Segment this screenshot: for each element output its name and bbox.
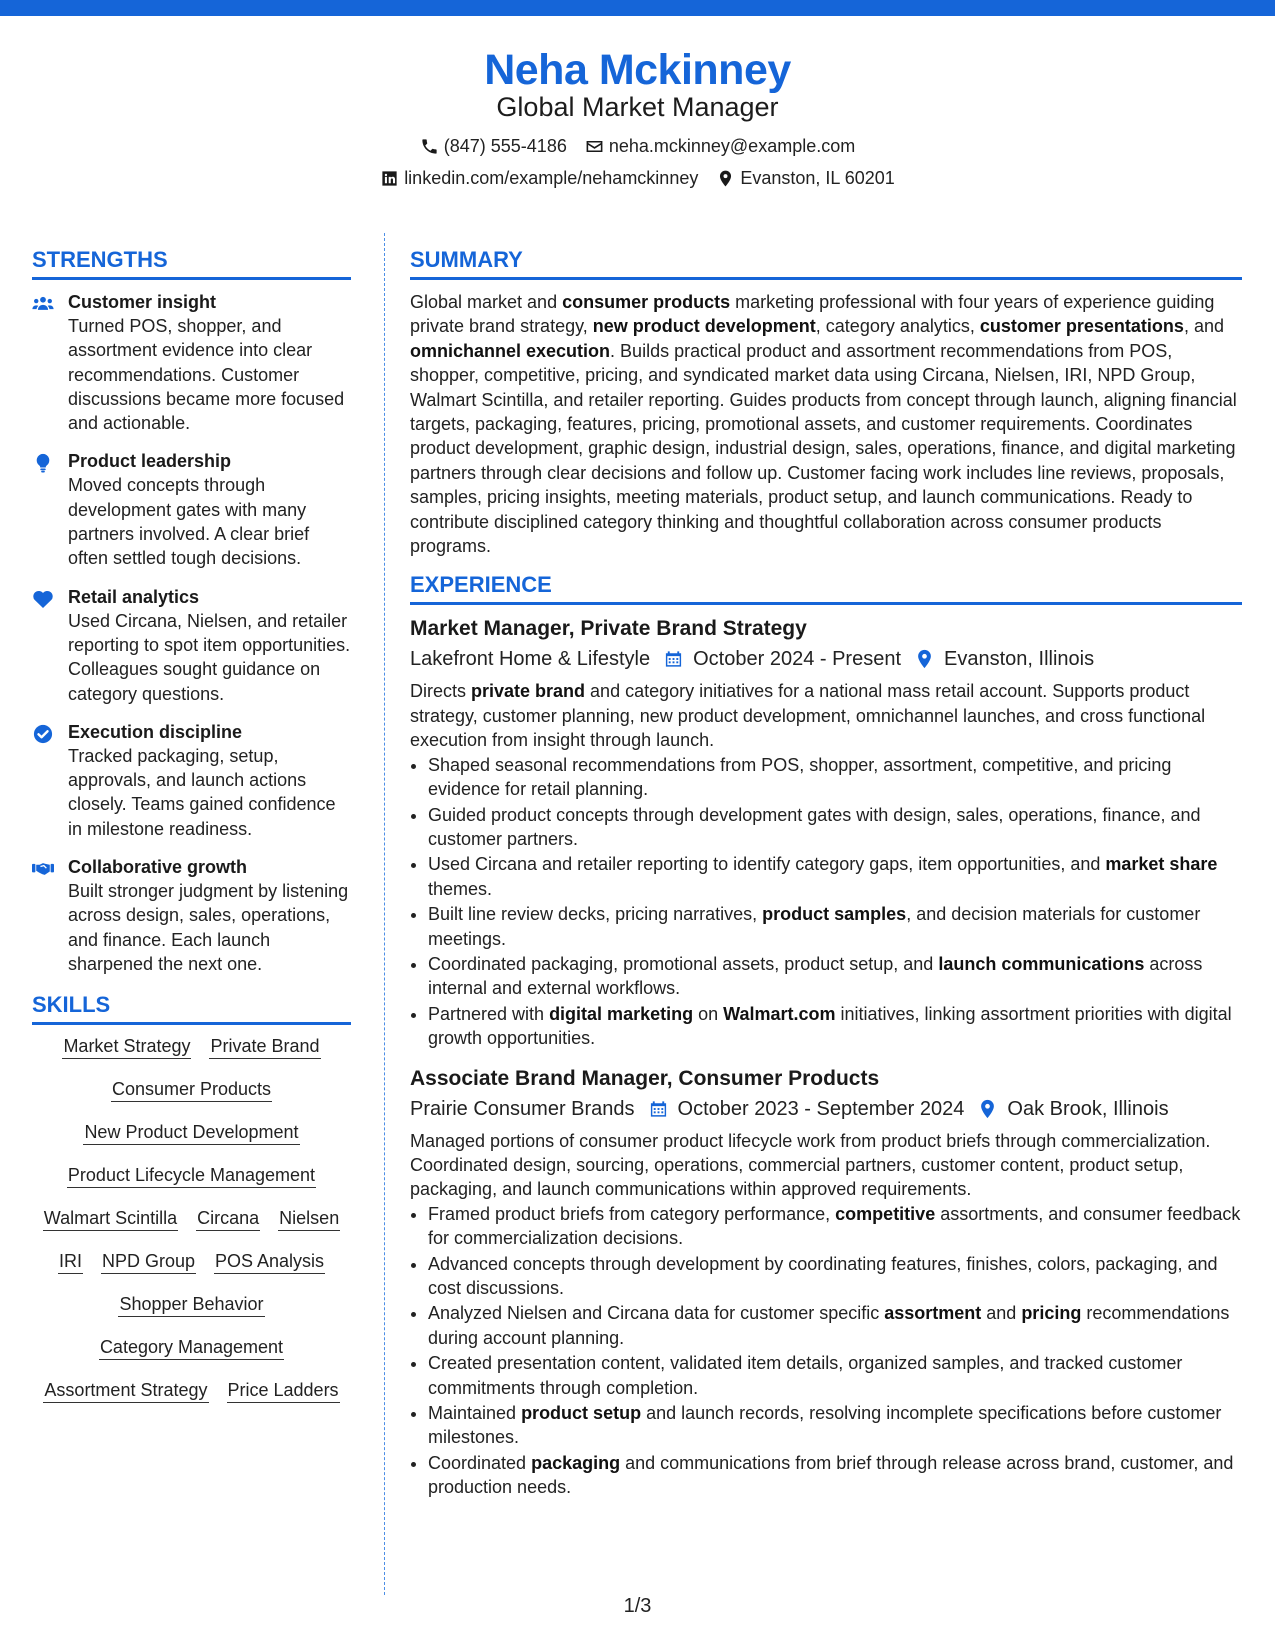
job-company: Prairie Consumer Brands — [410, 1097, 635, 1120]
text-run: Partnered with — [428, 1003, 550, 1024]
skill-row — [32, 1207, 351, 1231]
summary-heading: SUMMARY — [410, 245, 1242, 280]
strength-title: Collaborative growth — [68, 857, 248, 878]
skill-tag: POS Analysis — [214, 1250, 325, 1274]
job-bullet — [428, 1252, 1242, 1301]
job-meta — [410, 643, 1242, 675]
text-run: Analyzed Nielsen and Circana data for customer specific — [428, 1303, 885, 1324]
text-run: Guided product concepts through development gates with design, sales, operations, finance, and customer partners. — [428, 804, 1201, 849]
bold-phrase: assortment — [884, 1303, 982, 1324]
candidate-title: Global Market Manager — [496, 92, 779, 122]
text-run: Managed portions of consumer product lifecycle work from product briefs through commercialization. Coordinated design, sourcing, operations, commercial partners, customer content, product setup, packaging, and launch communications within approved requirements. — [410, 1130, 1211, 1200]
strength-body — [68, 720, 351, 841]
text-run: Used Circana and retailer reporting to identify category gaps, item opportunities, and — [428, 854, 1106, 875]
text-run: initiatives, linking assortment priorities with digital growth opportunities. — [428, 1003, 1232, 1049]
linkedin-text: linkedin.com/example/nehamckinney — [404, 168, 699, 188]
text-run: and — [981, 1303, 1022, 1324]
job-bullet — [428, 1401, 1242, 1450]
top-accent-bar — [0, 0, 1275, 16]
email-text: neha.mckinney@example.com — [608, 136, 856, 156]
lightbulb-icon — [32, 449, 56, 570]
bold-phrase: pricing — [1021, 1303, 1082, 1324]
job-entry — [410, 1065, 1242, 1500]
job-bullet — [428, 1002, 1242, 1051]
phone-text: (847) 555-4186 — [443, 136, 567, 156]
contact-row-2 — [0, 166, 1275, 190]
skill-row — [32, 1164, 351, 1188]
skill-row — [32, 1078, 351, 1102]
bold-phrase: consumer products — [562, 292, 731, 312]
job-bullet — [428, 1451, 1242, 1500]
skill-row — [32, 1035, 351, 1059]
strength-title: Execution discipline — [68, 721, 243, 742]
skill-tag: IRI — [58, 1250, 83, 1274]
job-bullet — [428, 803, 1242, 852]
check-circle-icon — [32, 720, 56, 841]
strength-description: Moved concepts through development gates with many partners involved. A clear brief often settled tough decisions. — [68, 475, 310, 569]
text-run: themes. — [428, 878, 493, 899]
summary-text — [410, 290, 1242, 558]
job-bullet — [428, 1301, 1242, 1350]
skill-tag: Market Strategy — [62, 1035, 191, 1059]
skill-row — [32, 1250, 351, 1274]
handshake-icon — [32, 855, 56, 976]
text-run: . Builds practical product and assortment recommendations from POS, shopper, competitive, pricing, and syndicated market data using Circana, Nielsen, IRI, NPD Group, Walmart Scintilla, and retailer reporting. Guides products from concept through launch, aligning financial targets, packaging, features, pricing, promotional assets, and customer requirements. Coordinates product development, graphic design, industrial design, sales, operations, finance, and digital marketing partners through clear decisions and follow up. Customer facing work includes line reviews, proposals, samples, pricing insights, meeting materials, product setup, and launch communications. Ready to contribute disciplined category thinking and thoughtful collaboration across consumer products programs. — [410, 340, 1237, 557]
text-run: Shaped seasonal recommendations from POS, shopper, assortment, competitive, and pricing evidence for retail planning. — [428, 754, 1172, 800]
map-pin-icon — [978, 1099, 997, 1119]
skill-tag: Category Management — [99, 1336, 284, 1360]
skill-row — [32, 1293, 351, 1317]
skill-tag: Walmart Scintilla — [43, 1207, 178, 1231]
strength-description: Used Circana, Nielsen, and retailer reporting to spot item opportunities. Colleagues sought guidance on category questions. — [68, 610, 351, 704]
job-title: Associate Brand Manager, Consumer Products — [410, 1066, 880, 1090]
heart-icon — [32, 585, 56, 706]
bold-phrase: digital marketing — [549, 1003, 694, 1024]
experience-heading: EXPERIENCE — [410, 570, 1242, 605]
job-location-group — [964, 1093, 1168, 1125]
job-description — [410, 1129, 1242, 1202]
contact-phone[interactable] — [420, 134, 567, 158]
skill-tag: Consumer Products — [111, 1078, 272, 1102]
strength-description: Turned POS, shopper, and assortment evidence into clear recommendations. Customer discussions became more focused and actionable. — [68, 316, 345, 434]
skill-row — [32, 1121, 351, 1145]
skill-row — [32, 1336, 351, 1360]
map-pin-icon — [915, 649, 934, 669]
job-bullet — [428, 952, 1242, 1001]
text-run: , category analytics, — [815, 316, 980, 337]
strengths-heading: STRENGTHS — [32, 245, 351, 280]
column-divider — [384, 233, 385, 1595]
skill-tag: Price Ladders — [227, 1379, 340, 1403]
text-run: Created presentation content, validated item details, organized samples, and tracked customer commitments through completion. — [428, 1353, 1183, 1398]
strength-body — [68, 855, 351, 976]
contact-linkedin[interactable] — [380, 166, 698, 190]
text-run: Maintained — [428, 1403, 522, 1424]
job-title: Market Manager, Private Brand Strategy — [410, 617, 807, 641]
skill-tag: Private Brand — [209, 1035, 320, 1059]
job-entry — [410, 615, 1242, 1050]
text-run: Advanced concepts through development by coordinating features, finishes, colors, packaging, and cost discussions. — [428, 1253, 1218, 1298]
map-pin-icon — [716, 169, 735, 188]
text-run: Built line review decks, pricing narratives, — [428, 904, 763, 925]
text-run: assortments, and consumer feedback for commercialization decisions. — [428, 1203, 1241, 1249]
job-bullet — [428, 753, 1242, 802]
text-run: Directs — [410, 681, 472, 702]
bold-phrase: product samples — [762, 904, 907, 925]
candidate-name: Neha Mckinney — [484, 46, 791, 94]
bold-phrase: Walmart.com — [723, 1003, 836, 1024]
strength-item — [32, 855, 351, 976]
job-meta — [410, 1093, 1242, 1125]
linkedin-icon — [380, 169, 399, 188]
bold-phrase: customer presentations — [979, 316, 1184, 337]
strength-description: Tracked packaging, setup, approvals, and launch actions closely. Teams gained confidence in milestone readiness. — [68, 745, 336, 839]
job-location-group — [901, 643, 1094, 675]
job-location: Evanston, Illinois — [944, 648, 1095, 671]
text-run: Coordinated packaging, promotional assets, product setup, and — [428, 953, 939, 974]
strength-item — [32, 585, 351, 706]
job-dates-group — [650, 643, 901, 675]
job-bullets — [410, 1202, 1242, 1500]
job-bullet — [428, 902, 1242, 951]
strength-item — [32, 720, 351, 841]
skill-tag: Assortment Strategy — [43, 1379, 208, 1403]
contact-row-1 — [0, 134, 1275, 158]
strength-body — [68, 585, 351, 706]
text-run: Coordinated — [428, 1452, 532, 1473]
job-bullet — [428, 1351, 1242, 1400]
calendar-icon — [649, 1099, 668, 1119]
text-run: and category initiatives for a national mass retail account. Supports product strategy, customer planning, new product development, omnichannel launches, and cross functional execution from insight through launch. — [410, 681, 1206, 751]
text-run: , and — [1183, 316, 1224, 337]
job-company: Lakefront Home & Lifestyle — [410, 648, 651, 671]
bold-phrase: new product development — [592, 316, 816, 337]
skill-tag: NPD Group — [101, 1250, 196, 1274]
users-icon — [32, 290, 56, 435]
skills-list — [32, 1035, 351, 1403]
bold-phrase: omnichannel execution — [410, 340, 611, 361]
strength-body — [68, 290, 351, 435]
right-column — [410, 245, 1242, 1514]
job-bullets — [410, 753, 1242, 1051]
text-run: and launch records, resolving incomplete specifications before customer milestones. — [428, 1403, 1222, 1448]
text-run: Global market and — [410, 292, 563, 312]
skill-tag: Shopper Behavior — [118, 1293, 264, 1317]
bold-phrase: packaging — [531, 1452, 621, 1473]
bold-phrase: competitive — [835, 1203, 936, 1224]
skill-tag: Product Lifecycle Management — [67, 1164, 316, 1188]
bold-phrase: product setup — [521, 1403, 642, 1424]
strength-title: Product leadership — [68, 451, 232, 472]
job-bullet — [428, 1202, 1242, 1251]
strength-title: Customer insight — [68, 292, 217, 312]
text-run: across internal and external workflows. — [428, 953, 1203, 999]
strength-item — [32, 449, 351, 570]
text-run: and communications from brief through release across brand, customer, and production needs. — [428, 1452, 1234, 1498]
bold-phrase: launch communications — [938, 953, 1145, 974]
skills-heading: SKILLS — [32, 990, 351, 1025]
strengths-list — [32, 290, 351, 976]
text-run: Framed product briefs from category performance, — [428, 1203, 836, 1224]
text-run: recommendations during account planning. — [428, 1303, 1230, 1348]
strength-title: Retail analytics — [68, 586, 200, 607]
phone-icon — [420, 137, 439, 156]
skill-tag: Nielsen — [278, 1207, 340, 1231]
text-run: on — [693, 1003, 724, 1024]
strength-body — [68, 449, 351, 570]
skill-tag: New Product Development — [83, 1121, 299, 1145]
contact-location — [716, 166, 894, 190]
job-description — [410, 679, 1242, 752]
resume-header — [0, 40, 1275, 190]
envelope-icon — [585, 137, 604, 156]
strength-item — [32, 290, 351, 435]
job-dates: October 2023 - September 2024 — [677, 1097, 965, 1120]
calendar-icon — [664, 649, 683, 669]
job-dates-group — [635, 1093, 965, 1125]
job-dates: October 2024 - Present — [693, 648, 902, 671]
bold-phrase: market share — [1105, 854, 1218, 875]
skill-tag: Circana — [196, 1207, 260, 1231]
text-run: marketing professional with four years of experience guiding private brand strategy, — [410, 292, 1215, 337]
job-location: Oak Brook, Illinois — [1007, 1097, 1169, 1120]
location-text: Evanston, IL 60201 — [740, 168, 895, 188]
page-number: 1/3 — [623, 1595, 652, 1617]
contact-email[interactable] — [585, 134, 855, 158]
strength-description: Built stronger judgment by listening across design, sales, operations, and finance. Each launch sharpened the next one. — [68, 881, 349, 974]
text-run: , and decision materials for customer meetings. — [428, 904, 1201, 949]
experience-list — [410, 615, 1242, 1499]
job-bullet — [428, 852, 1242, 901]
bold-phrase: private brand — [471, 681, 586, 702]
left-column — [32, 245, 351, 1422]
skill-row — [32, 1379, 351, 1403]
